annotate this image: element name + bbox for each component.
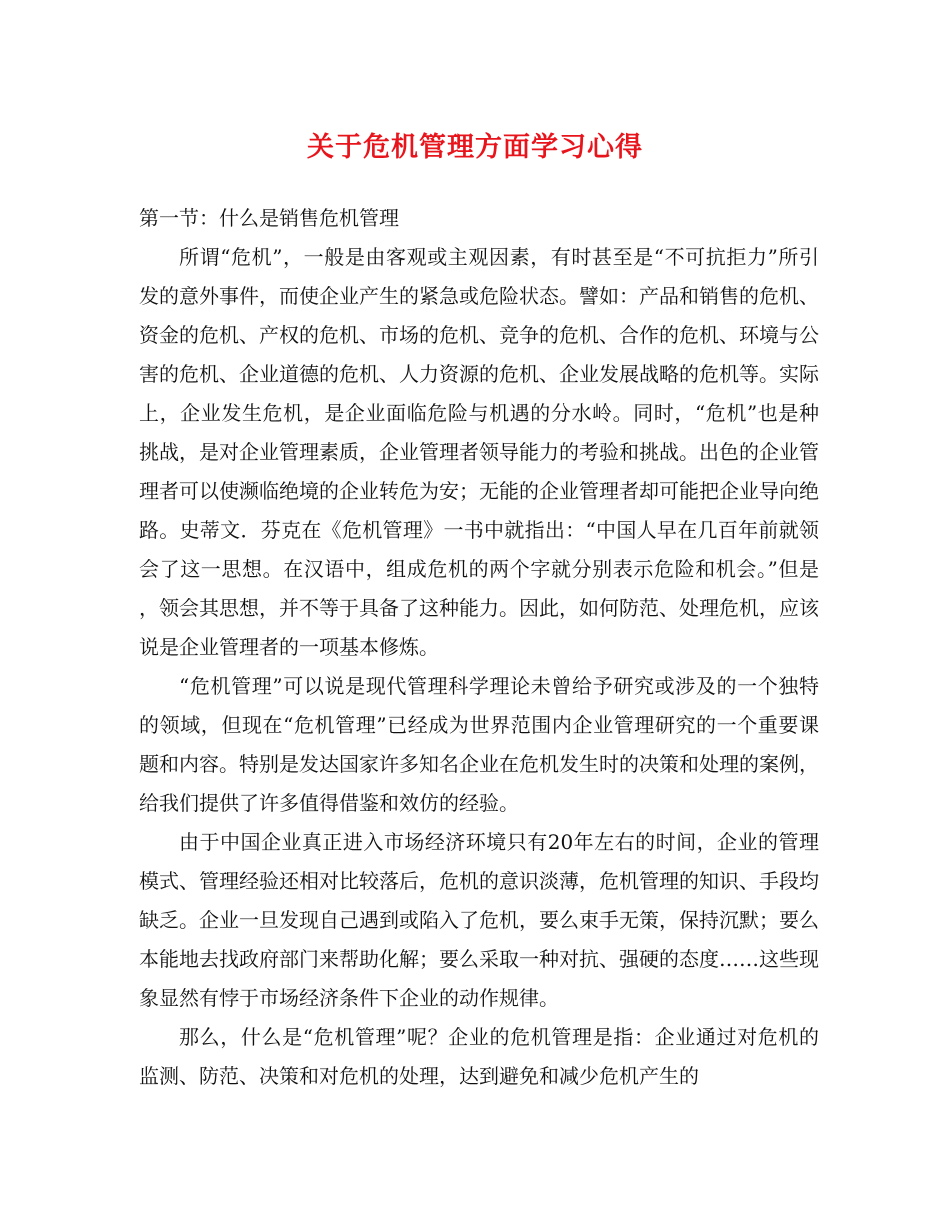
paragraph-2: “危机管理”可以说是现代管理科学理论未曾给予研究或涉及的一个独特的领域，但现在“危机管理”已经成为世界范围内企业管理研究的一个重要课题和内容。特别是发达国家许多知名企业在危机发生时的决策和处理的案例，给我们提供了许多值得借鉴和效仿的经验。 [139,674,819,815]
paragraph-3: 由于中国企业真正进入市场经济环境只有20年左右的时间，企业的管理模式、管理经验还相对比较落后，危机的意识淡薄，危机管理的知识、手段均缺乏。企业一旦发现自己遇到或陷入了危机，要么束手无策，保持沉默；要么本能地去找政府部门来帮助化解；要么采取一种对抗、强硬的态度……这些现象显然有悖于市场经济条件下企业的动作规律。 [139,830,819,1010]
paragraph-1: 所谓“危机”，一般是由客观或主观因素，有时甚至是“不可抗拒力”所引发的意外事件，而使企业产生的紧急或危险状态。譬如：产品和销售的危机、资金的危机、产权的危机、市场的危机、竞争的危机、合作的危机、环境与公害的危机、企业道德的危机、人力资源的危机、企业发展战略的危机等。实际上，企业发生危机，是企业面临危险与机遇的分水岭。同时，“危机”也是种挑战，是对企业管理素质，企业管理者领导能力的考验和挑战。出色的企业管理者可以使濒临绝境的企业转危为安；无能的企业管理者却可能把企业导向绝路。史蒂文．芬克在《危机管理》一书中就指出：“中国人早在几百年前就领会了这一思想。在汉语中，组成危机的两个字就分别表示危险和机会。”但是，领会其思想，并不等于具备了这种能力。因此，如何防范、处理危机，应该说是企业管理者的一项基本修炼。 [139,245,819,659]
section-heading: 第一节：什么是销售危机管理 [139,206,399,230]
paragraph-4: 那么，什么是“危机管理”呢？企业的危机管理是指：企业通过对危机的监测、防范、决策和对危机的处理，达到避免和减少危机产生的 [139,1025,819,1088]
document-title: 关于危机管理方面学习心得 [307,132,643,163]
document-body [139,199,819,1096]
